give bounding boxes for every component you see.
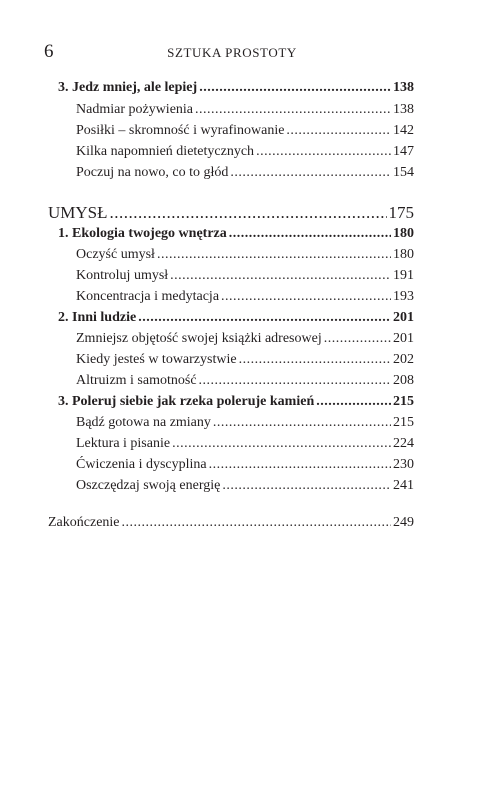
- toc-label: Bądź gotowa na zmiany: [76, 415, 211, 430]
- toc-leader-dots: [122, 513, 391, 533]
- toc-label: Oczyść umysł: [76, 247, 155, 262]
- toc-page-number: 147: [393, 144, 414, 159]
- toc-leader-dots: [199, 78, 391, 98]
- toc-page-number: 191: [393, 268, 414, 283]
- toc-page-number: 154: [393, 165, 414, 180]
- toc-leader-dots: [195, 100, 391, 120]
- toc-leader-dots: [256, 142, 391, 162]
- toc-label: Lektura i pisanie: [76, 436, 171, 451]
- toc-leader-dots: [286, 121, 391, 141]
- toc-page-number: 215: [393, 415, 414, 430]
- toc-section: [76, 350, 414, 370]
- toc-section: [76, 434, 414, 454]
- toc-page-number: 138: [393, 80, 414, 95]
- running-head: [44, 41, 420, 63]
- toc-leader-dots: [157, 245, 391, 265]
- toc-page-number: 180: [393, 247, 414, 262]
- toc-label: Poczuj na nowo, co to głód: [76, 165, 229, 180]
- toc-label: 1. Ekologia twojego wnętrza: [58, 226, 227, 241]
- toc-page-number: 193: [393, 289, 414, 304]
- toc-section: [76, 266, 414, 286]
- toc-label: Zakończenie: [48, 515, 120, 530]
- toc-leader-dots: [229, 224, 391, 244]
- toc-label: Kilka napomnień dietetycznych: [76, 144, 255, 159]
- toc-label: UMYSŁ: [48, 203, 108, 222]
- toc-section: [76, 413, 414, 433]
- toc-leader-dots: [222, 476, 391, 496]
- toc-page-number: 180: [393, 226, 414, 241]
- toc-chapter: [58, 308, 414, 328]
- toc-closing: [48, 513, 414, 533]
- toc-section: [76, 121, 414, 141]
- toc-chapter: [58, 78, 414, 98]
- toc-label: 2. Inni ludzie: [58, 310, 137, 325]
- toc-chapter: [58, 224, 414, 244]
- toc-page-number: 249: [393, 515, 414, 530]
- toc-label: Koncentracja i medytacja: [76, 289, 220, 304]
- toc-label: Oszczędzaj swoją energię: [76, 478, 221, 493]
- book-title: SZTUKA PROSTOTY: [167, 45, 297, 60]
- toc-page-number: 208: [393, 373, 414, 388]
- toc-label: Zmniejsz objętość swojej książki adresowej: [76, 331, 322, 346]
- toc-page-number: 138: [393, 102, 414, 117]
- toc-label: Altruizm i samotność: [76, 373, 197, 388]
- toc-label: 3. Poleruj siebie jak rzeka poleruje kamień: [58, 394, 315, 409]
- toc-page-number: 175: [388, 203, 414, 222]
- toc-chapter: [58, 392, 414, 412]
- toc-section: [76, 100, 414, 120]
- toc-page-number: 224: [393, 436, 414, 451]
- toc-label: Kiedy jesteś w towarzystwie: [76, 352, 237, 367]
- toc-section: [76, 163, 414, 183]
- toc-label: Kontroluj umysł: [76, 268, 169, 283]
- toc-label: 3. Jedz mniej, ale lepiej: [58, 80, 198, 95]
- toc-leader-dots: [316, 392, 391, 412]
- toc-page-number: 241: [393, 478, 414, 493]
- toc-section: [76, 245, 414, 265]
- toc-leader-dots: [209, 455, 391, 475]
- toc-section: [76, 142, 414, 162]
- toc-label: Ćwiczenia i dyscyplina: [76, 457, 207, 472]
- toc-section: [76, 455, 414, 475]
- toc-leader-dots: [221, 287, 391, 307]
- toc-part: [48, 202, 414, 224]
- toc-section: [76, 329, 414, 349]
- toc-label: Posiłki – skromność i wyrafinowanie: [76, 123, 285, 138]
- toc-page-number: 202: [393, 352, 414, 367]
- toc-page-number: 215: [393, 394, 414, 409]
- toc-leader-dots: [138, 308, 391, 328]
- toc-section: [76, 371, 414, 391]
- toc-page-number: 230: [393, 457, 414, 472]
- toc-page-number: 201: [393, 310, 414, 325]
- toc-section: [76, 476, 414, 496]
- toc-leader-dots: [230, 163, 391, 183]
- toc-leader-dots: [172, 434, 391, 454]
- toc-leader-dots: [239, 350, 391, 370]
- toc-leader-dots: [170, 266, 391, 286]
- toc-leader-dots: [199, 371, 391, 391]
- toc-leader-dots: [213, 413, 391, 433]
- toc-section: [76, 287, 414, 307]
- toc-page-number: 142: [393, 123, 414, 138]
- toc-page-number: 201: [393, 331, 414, 346]
- page-number: 6: [44, 41, 54, 62]
- toc-label: Nadmiar pożywienia: [76, 102, 194, 117]
- toc-leader-dots: [110, 202, 387, 224]
- toc-leader-dots: [324, 329, 391, 349]
